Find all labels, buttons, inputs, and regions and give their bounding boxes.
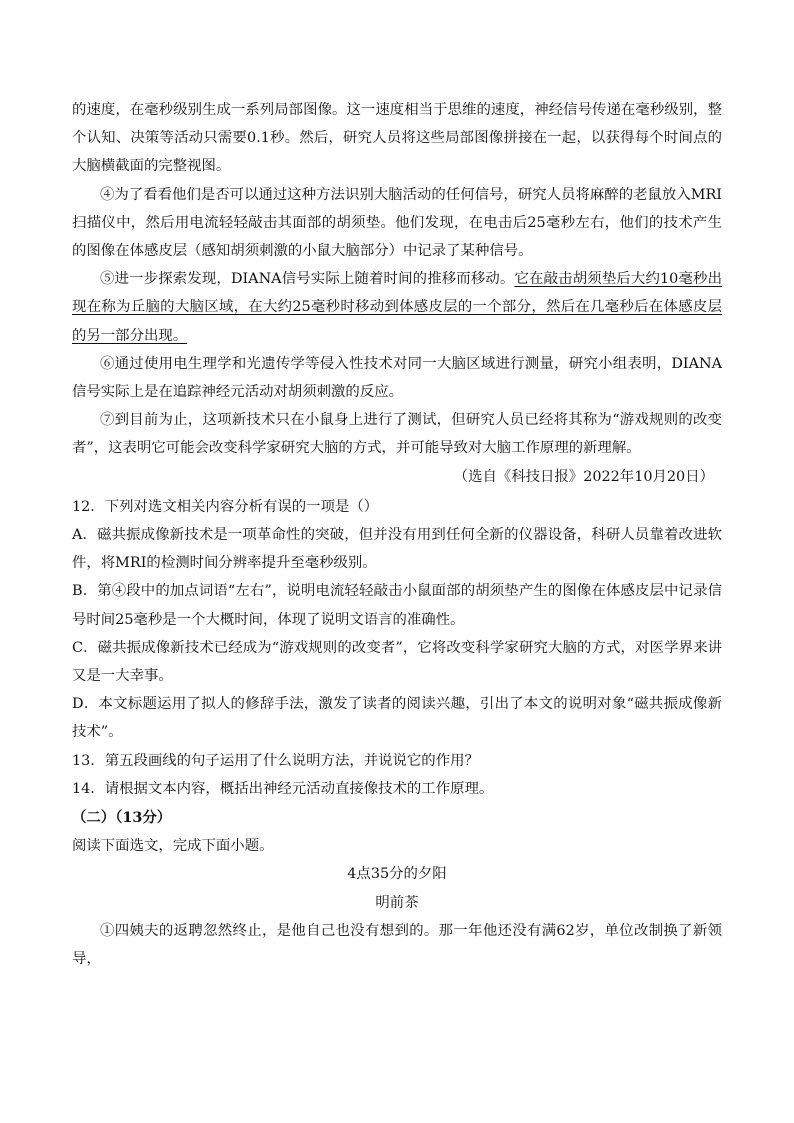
paragraph-5	[72, 265, 722, 350]
paragraph-5-text: ⑤进一步探索发现，DIANA信号实际上随着时间的推移而移动。	[100, 271, 515, 288]
document-page	[72, 96, 722, 973]
article-paragraph-1: ①四姨夫的返聘忽然终止，是他自己也没有想到的。那一年他还没有满62岁，单位改制换了新领导，	[72, 922, 722, 968]
paragraph-continuation: 的速度，在毫秒级别生成一系列局部图像。这一速度相当于思维的速度，神经信号传递在毫秒级别，整个认知、决策等活动只需要0.1秒。然后，研究人员将这些局部图像拼接在一起，以获得每个时间点的大脑横截面的完整视图。	[72, 102, 722, 175]
question-12-option-a: A．磁共振成像新技术是一项革命性的突破，但并没有用到任何全新的仪器设备，科研人员靠着改进软件，将MRI的检测时间分辨率提升至毫秒级别。	[72, 527, 722, 572]
question-12-option-b: B．第④段中的加点词语“左右”，说明电流轻轻敲击小鼠面部的胡须垫产生的图像在体感皮层中记录信号时间25毫秒是一个大概时间，体现了说明文语言的准确性。	[72, 583, 722, 628]
question-13: 13．第五段画线的句子运用了什么说明方法，并说说它的作用？	[72, 752, 479, 769]
question-14: 14．请根据文本内容，概括出神经元活动直接像技术的工作原理。	[72, 780, 494, 797]
source-citation: （选自《科技日报》2022年10月20日）	[453, 468, 714, 485]
section-instruction: 阅读下面选文，完成下面小题。	[72, 838, 274, 855]
paragraph-6: ⑥通过使用电生理学和光遗传学等侵入性技术对同一大脑区域进行测量，研究小组表明，DIANA信号实际上是在追踪神经元活动对胡须刺激的反应。	[72, 355, 722, 401]
article-author: 明前茶	[375, 894, 419, 911]
paragraph-4: ④为了看看他们是否可以通过这种方法识别大脑活动的任何信号，研究人员将麻醉的老鼠放入MRI扫描仪中，然后用电流轻轻敲击其面部的胡须垫。他们发现，在电击后25毫秒左右，他们的技术产生的图像在体感皮层（感知胡须刺激的小鼠大脑部分）中记录了某种信号。	[72, 186, 722, 260]
section-heading: （二）（13分）	[72, 809, 172, 827]
question-12: 12．下列对选文相关内容分析有误的一项是（）	[72, 498, 379, 515]
question-12-option-c: C．磁共振成像新技术已经成为“游戏规则的改变者”，它将改变科学家研究大脑的方式，对医学界来讲又是一大幸事。	[72, 639, 722, 685]
article-title: 4点35分的夕阳	[347, 866, 447, 883]
question-12-option-d: D．本文标题运用了拟人的修辞手法，激发了读者的阅读兴趣，引出了本文的说明对象“磁共振成像新技术”。	[72, 696, 722, 741]
paragraph-7: ⑦到目前为止，这项新技术只在小鼠身上进行了测试，但研究人员已经将其称为“游戏规则的改变者”，这表明它可能会改变科学家研究大脑的方式，并可能导致对大脑工作原理的新理解。	[72, 412, 722, 457]
underlined-sentence: 它在敲击胡须垫后大约10毫秒出现在称为丘脑的大脑区域，在大约25毫秒时移动到体感皮层的一个部分，然后在几毫秒后在体感皮层的另一部分出现。	[72, 271, 722, 344]
